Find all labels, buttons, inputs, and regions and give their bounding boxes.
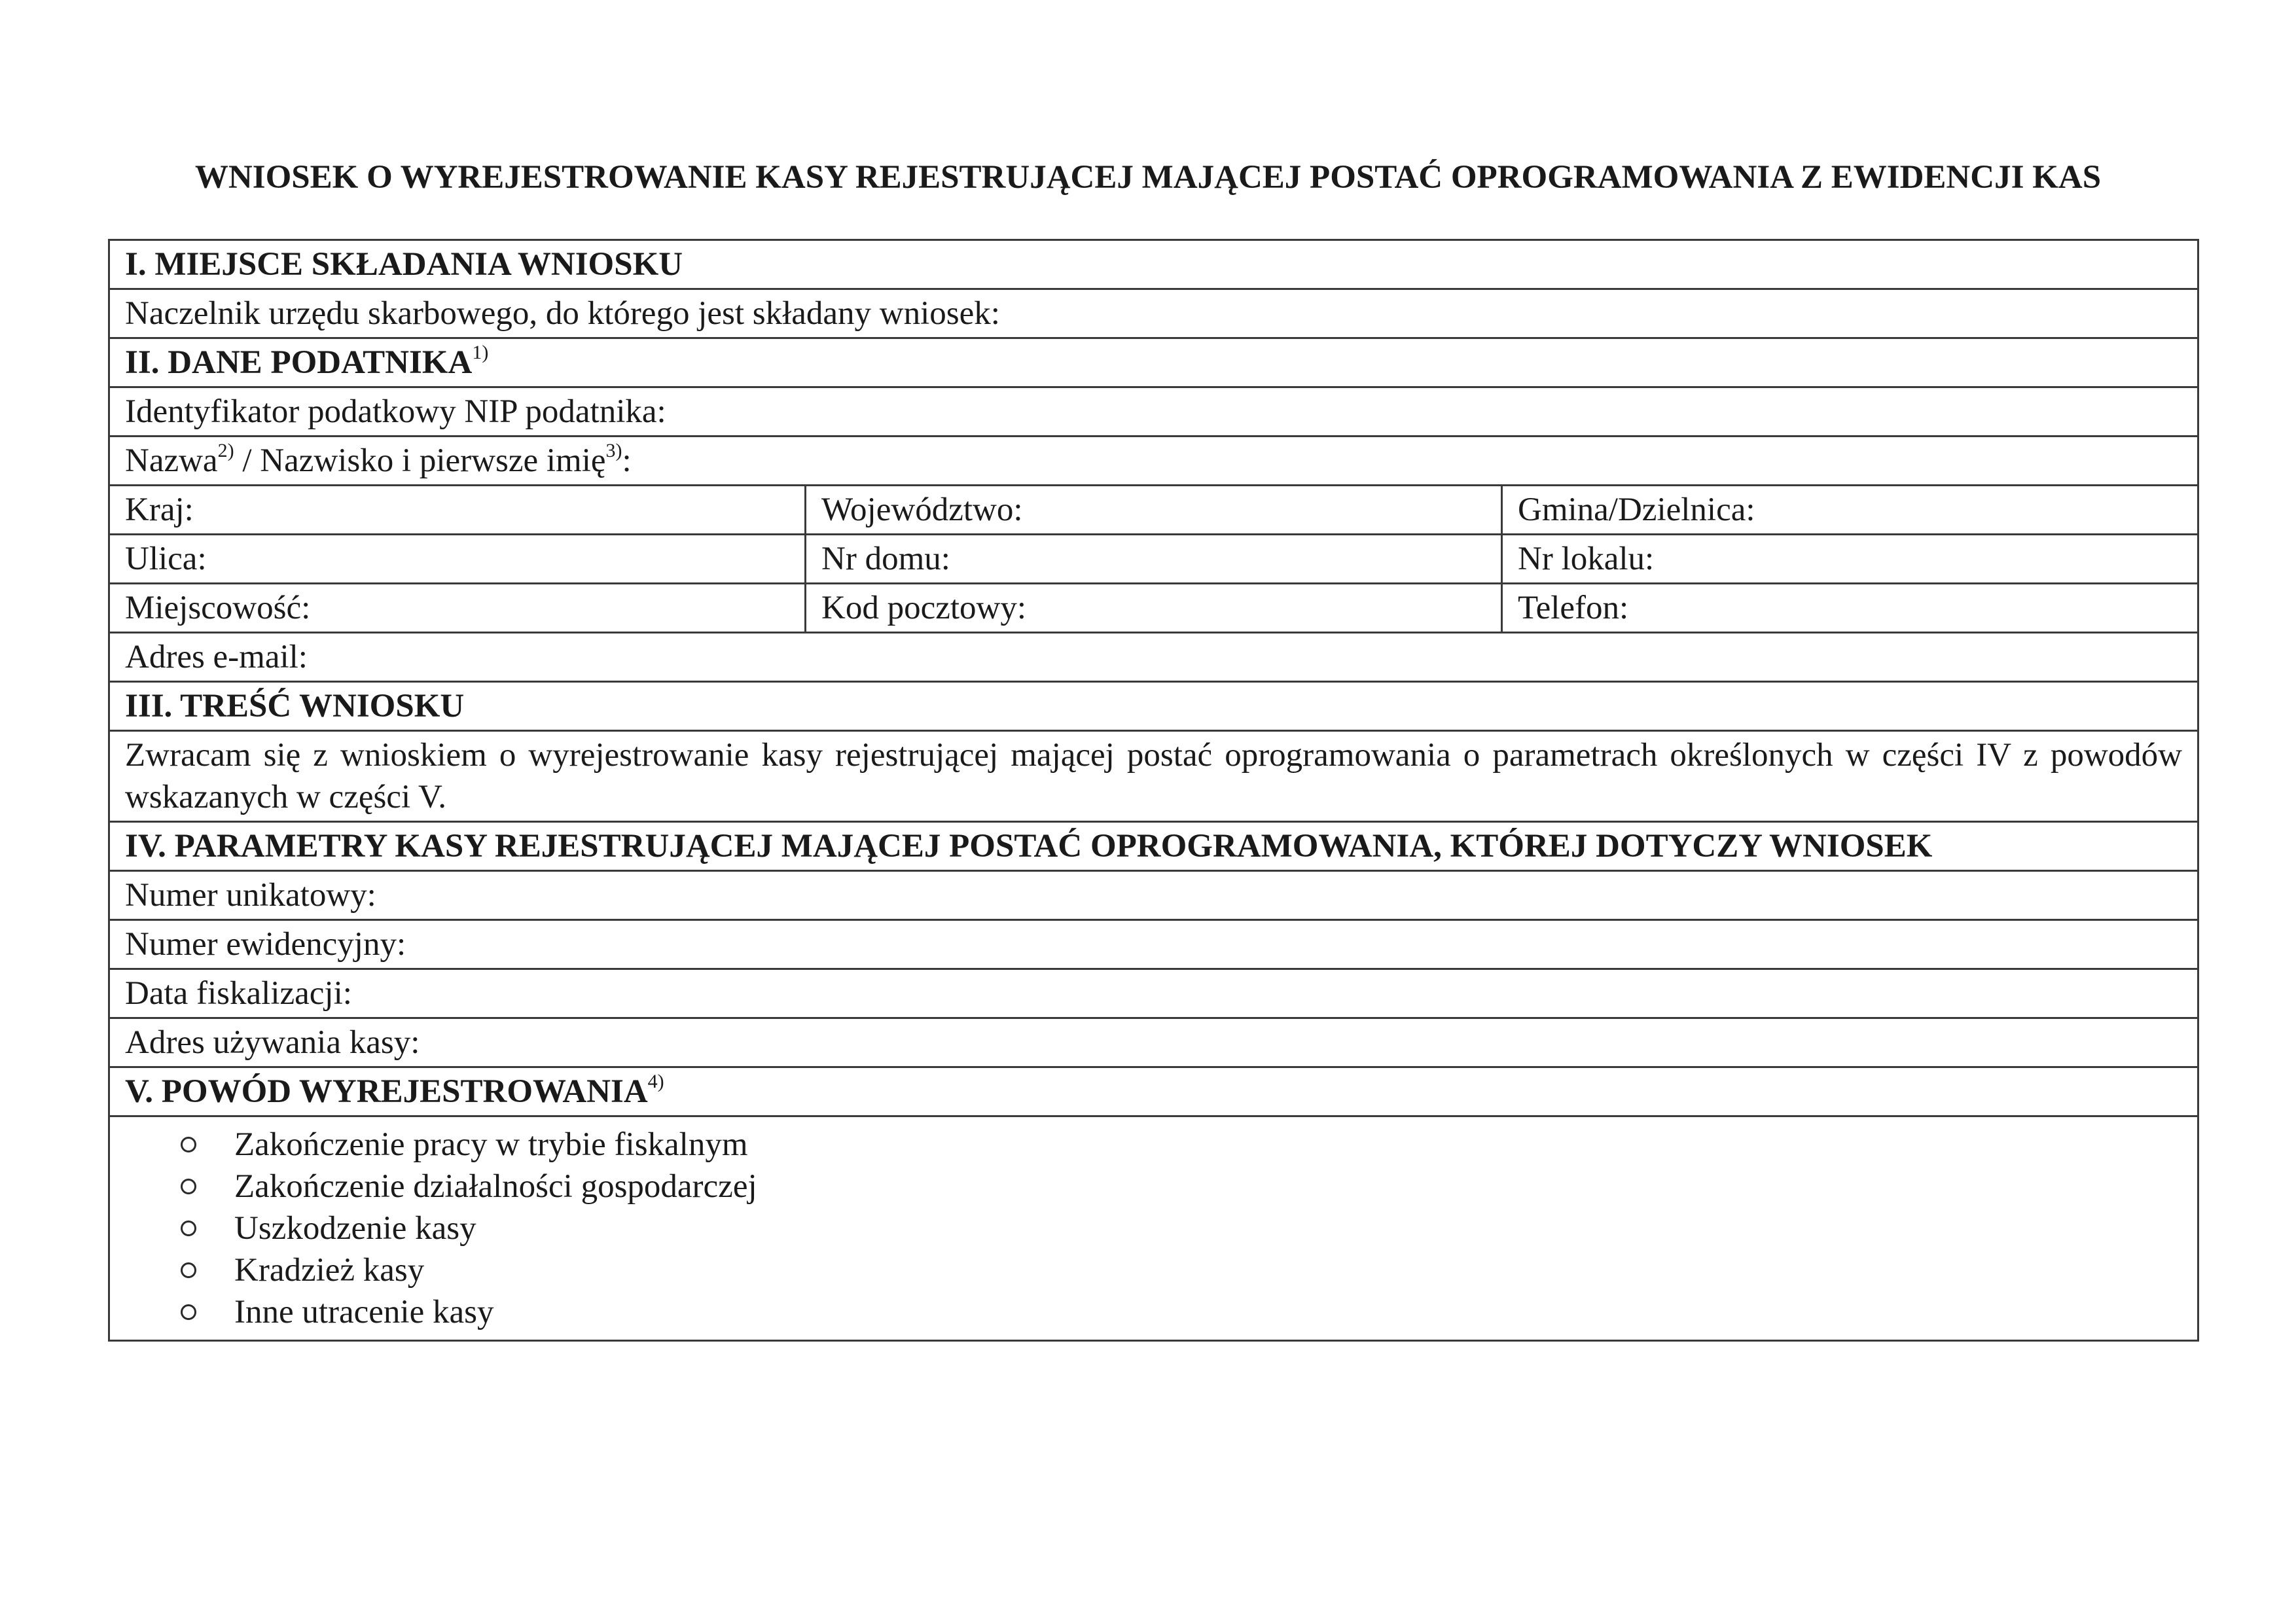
municipality-field[interactable]: Gmina/Dzielnica: [1502, 486, 2198, 535]
application-form [108, 239, 2199, 1342]
registration-number-field[interactable]: Numer ewidencyjny: [109, 920, 2198, 969]
reason-option-business-end[interactable] [110, 1166, 2197, 1207]
address-row-3 [109, 584, 2198, 633]
name-label-part-c: : [622, 442, 632, 479]
apartment-number-field[interactable]: Nr lokalu: [1502, 535, 2198, 584]
section-5-heading-text: V. POWÓD WYREJESTROWANIA [125, 1073, 648, 1110]
street-field[interactable]: Ulica: [109, 535, 806, 584]
name-row [109, 437, 2198, 486]
reason-option-other-loss[interactable] [110, 1291, 2197, 1333]
section-1-heading: I. MIEJSCE SKŁADANIA WNIOSKU [109, 240, 2198, 289]
voivodeship-field[interactable]: Województwo: [806, 486, 1502, 535]
request-content-row [109, 731, 2198, 822]
phone-field[interactable]: Telefon: [1502, 584, 2198, 633]
reason-option-theft[interactable] [110, 1249, 2197, 1291]
section-3-heading-row [109, 682, 2198, 731]
reasons-cell [109, 1116, 2198, 1341]
nip-row [109, 387, 2198, 437]
section-2-heading-text: II. DANE PODATNIKA [125, 344, 473, 381]
radio-circle-icon[interactable] [181, 1304, 196, 1320]
name-field[interactable] [109, 437, 2198, 486]
house-number-field[interactable]: Nr domu: [806, 535, 1502, 584]
tax-office-field[interactable]: Naczelnik urzędu skarbowego, do którego jest składany wniosek: [109, 289, 2198, 338]
radio-circle-icon[interactable] [181, 1221, 196, 1236]
address-row-1 [109, 486, 2198, 535]
section-2-heading [109, 338, 2198, 387]
reasons-row [109, 1116, 2198, 1341]
register-address-field[interactable]: Adres używania kasy: [109, 1018, 2198, 1067]
reason-option-label: Kradzież kasy [234, 1252, 425, 1289]
request-content-text: Zwracam się z wnioskiem o wyrejestrowanie kasy rejestrującej mającej postać oprogramowania o parametrach określonych w części IV z powodów wskazanych w części V. [109, 731, 2198, 822]
email-field[interactable]: Adres e-mail: [109, 633, 2198, 682]
unique-number-field[interactable]: Numer unikatowy: [109, 871, 2198, 920]
reason-option-label: Inne utracenie kasy [234, 1294, 494, 1330]
footnote-4-marker: 4) [647, 1071, 664, 1092]
radio-circle-icon[interactable] [181, 1262, 196, 1278]
section-3-heading: III. TREŚĆ WNIOSKU [109, 682, 2198, 731]
document-title: WNIOSEK O WYREJESTROWANIE KASY REJESTRUJĄCEJ MAJĄCEJ POSTAĆ OPROGRAMOWANIA Z EWIDENCJI KAS [194, 159, 2102, 196]
address-row-2 [109, 535, 2198, 584]
reason-option-label: Uszkodzenie kasy [234, 1210, 476, 1247]
section-4-heading-row [109, 822, 2198, 871]
radio-circle-icon[interactable] [181, 1137, 196, 1152]
tax-office-row [109, 289, 2198, 338]
reason-option-damage[interactable] [110, 1207, 2197, 1249]
reason-option-label: Zakończenie działalności gospodarczej [234, 1168, 757, 1205]
country-field[interactable]: Kraj: [109, 486, 806, 535]
section-5-heading [109, 1067, 2198, 1116]
footnote-1-marker: 1) [472, 342, 489, 363]
fiscalization-date-row [109, 969, 2198, 1018]
reasons-list [110, 1124, 2197, 1333]
email-row [109, 633, 2198, 682]
footnote-3-marker: 3) [605, 440, 622, 461]
section-4-heading: IV. PARAMETRY KASY REJESTRUJĄCEJ MAJĄCEJ POSTAĆ OPROGRAMOWANIA, KTÓREJ DOTYCZY WNIOSEK [109, 822, 2198, 871]
unique-number-row [109, 871, 2198, 920]
city-field[interactable]: Miejscowość: [109, 584, 806, 633]
fiscalization-date-field[interactable]: Data fiskalizacji: [109, 969, 2198, 1018]
section-5-heading-row [109, 1067, 2198, 1116]
registration-number-row [109, 920, 2198, 969]
radio-circle-icon[interactable] [181, 1179, 196, 1194]
name-label-part-a: Nazwa [125, 442, 218, 479]
register-address-row [109, 1018, 2198, 1067]
name-label-part-b: / Nazwisko i pierwsze imię [234, 442, 606, 479]
section-2-heading-row [109, 338, 2198, 387]
reason-option-fiscal-end[interactable] [110, 1124, 2197, 1166]
postal-code-field[interactable]: Kod pocztowy: [806, 584, 1502, 633]
reason-option-label: Zakończenie pracy w trybie fiskalnym [234, 1126, 748, 1163]
footnote-2-marker: 2) [217, 440, 234, 461]
section-1-heading-row [109, 240, 2198, 289]
nip-field[interactable]: Identyfikator podatkowy NIP podatnika: [109, 387, 2198, 437]
